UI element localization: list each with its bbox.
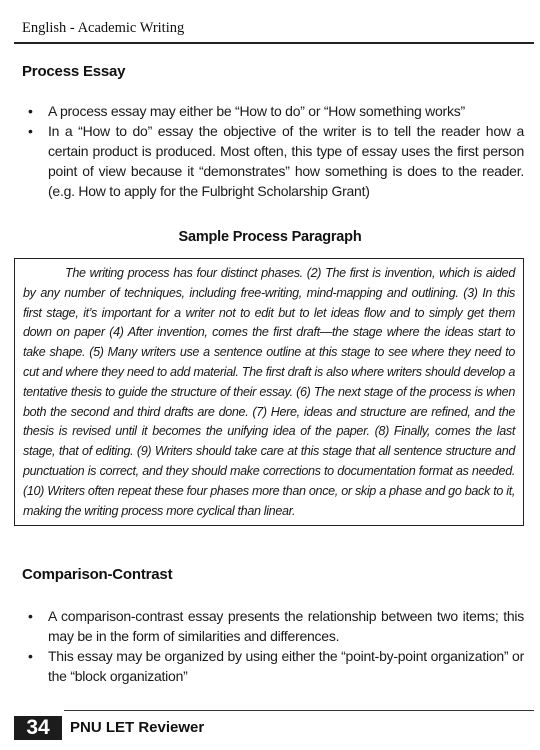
list-item — [22, 646, 524, 686]
sample-paragraph-title: Sample Process Paragraph — [178, 229, 362, 245]
bullet-icon: • — [28, 648, 33, 664]
bullet-text: A process essay may either be “How to do” or “How something works” — [48, 103, 465, 119]
sample-paragraph-box — [14, 258, 524, 526]
footer-label: PNU LET Reviewer — [70, 719, 205, 736]
comparison-contrast-heading: Comparison-Contrast — [22, 566, 173, 583]
comparison-contrast-bullets — [22, 606, 524, 686]
list-item — [22, 101, 524, 121]
process-essay-bullets — [22, 101, 524, 201]
header-rule — [14, 42, 534, 44]
sample-paragraph-text: The writing process has four distinct phases. (2) The first is invention, which is aided by any number of techniques, including free-writing, mind-mapping and outlining. (3) In this first stage, it’s important for a writer not to edit but to let ideas flow and to simply get them down on paper (4) After invention, comes the first draft—the stage where the ideas start to take shape. (5) Many writers use a sentence outline at this stage to see where they need to cut and where they need to add material. The first draft is also where writers should develop a tentative thesis to guide the structure of their essay. (6) The next stage of the process is when both the second and third drafts are done. (7) Here, ideas and structure are refined, and the thesis is revised until it becomes the unifying idea of the paper. (8) Finally, comes the last stage, that of editing. (9) Writers should take care at this stage that all sentence structure and punctuation is correct, and they should make corrections to documentation format as needed. (10) Writers often repeat these four phases more than once, or skip a phase and go back to it, making the writing process more cyclical than linear. — [23, 266, 515, 518]
bullet-icon: • — [28, 123, 33, 139]
list-item — [22, 606, 524, 646]
list-item — [22, 121, 524, 201]
footer-rule — [64, 710, 534, 711]
bullet-text: In a “How to do” essay the objective of the writer is to tell the reader how a certain product is produced. Most often, this type of essay uses the first person point of view because it “demonstrates” how something is does to the reader. (e.g. How to apply for the Fulbright Scholarship Grant) — [48, 123, 524, 199]
process-essay-heading: Process Essay — [22, 63, 126, 80]
bullet-icon: • — [28, 608, 33, 624]
bullet-icon: • — [28, 103, 33, 119]
running-header: English - Academic Writing — [22, 20, 185, 36]
bullet-text: A comparison-contrast essay presents the relationship between two items; this may be in the form of similarities and differences. — [48, 608, 524, 644]
page-number-badge: 34 — [14, 716, 62, 740]
bullet-text: This essay may be organized by using either the “point-by-point organization” or the “block organization” — [48, 648, 524, 684]
